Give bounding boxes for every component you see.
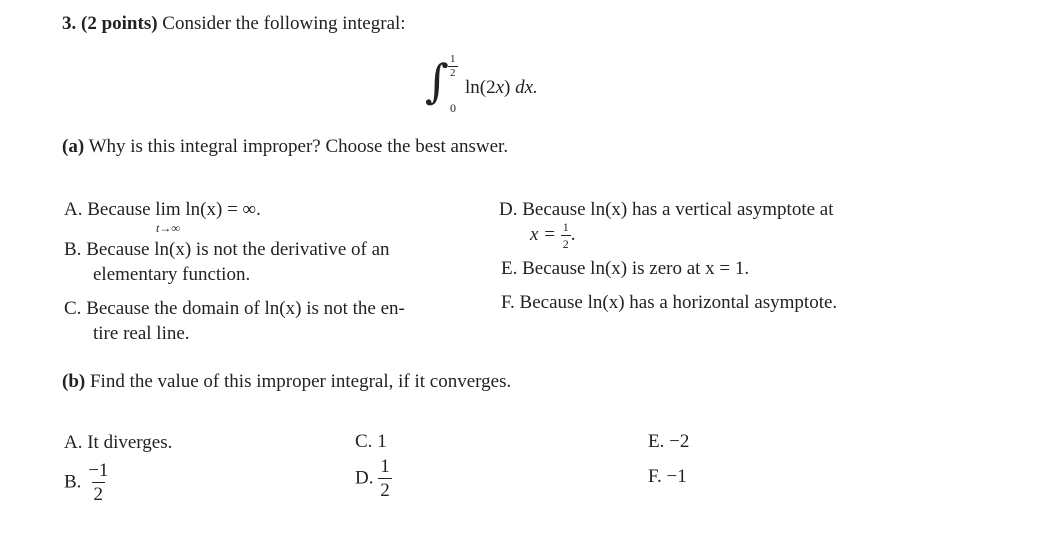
part-b-option-e[interactable]: E. −2 [648,431,690,452]
integral-upper-limit: $\frac{1}{2}$ [450,53,456,79]
part-b-option-f[interactable]: F. −1 [648,466,687,487]
part-a-option-a[interactable]: A. Because lim t→∞ ln(x) = ∞. [64,199,261,235]
fraction-one-half: $\frac{1}{2}$ [562,219,569,251]
fraction-positive-one-half: $\frac{1}{2}$ [380,456,390,501]
question-points: (2 points) [81,13,158,34]
question-number: 3. [62,13,77,34]
part-a-option-c[interactable]: C. Because the domain of ln(x) is not the en- tire real line. [64,298,405,344]
question-header [62,13,406,35]
part-a-option-e[interactable]: E. Because ln(x) is zero at x = 1. [501,258,750,279]
integrand: ln(2x) dx. [465,77,538,98]
part-b-option-d[interactable]: D. $\frac{1}{2}$ [355,456,390,501]
part-a-prompt: (a) Why is this integral improper? Choose the best answer. [62,136,509,157]
part-b-option-a[interactable]: A. It diverges. [64,432,173,453]
part-b-option-c[interactable]: C. 1 [355,431,387,452]
part-b-option-b[interactable]: B. $\frac{-1}{2}$ [64,460,109,505]
part-a-option-d[interactable]: D. Because ln(x) has a vertical asymptote at x = $\frac{1}{2}$ . [499,199,834,251]
limit-expression: lim t→∞ [155,199,181,235]
part-b-prompt: (b) Find the value of this improper integral, if it converges. [62,371,512,392]
differential: dx. [515,77,538,98]
question-prompt: Consider the following integral: [162,13,406,34]
part-a-option-b[interactable]: B. Because ln(x) is not the derivative of an elementary function. [64,239,390,285]
integral-sign-icon: ∫ [425,54,449,108]
integral-lower-limit: 0 [450,101,456,115]
part-a-option-f[interactable]: F. Because ln(x) has a horizontal asymptote. [501,292,838,313]
fraction-negative-one-half: $\frac{-1}{2}$ [88,460,109,505]
